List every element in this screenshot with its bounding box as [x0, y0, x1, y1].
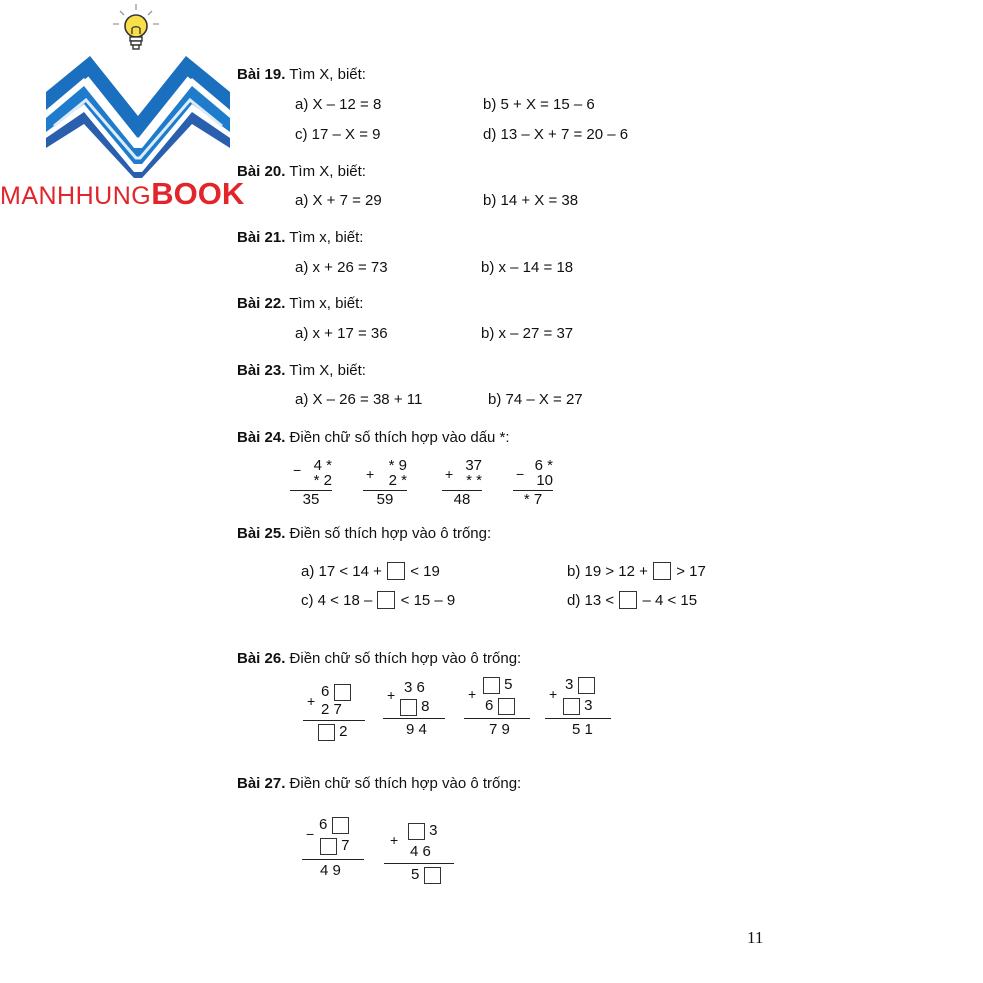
- answer-box[interactable]: [400, 699, 417, 716]
- problem-23a: a) X – 26 = 38 + 11: [295, 391, 423, 408]
- problem-25d: d) 13 < – 4 < 15: [567, 592, 698, 609]
- operand-top: 4 *: [313, 457, 332, 474]
- digit: 3: [584, 697, 593, 714]
- problem-19b: b) 5 + X = 15 – 6: [483, 96, 595, 113]
- page-number: 11: [747, 928, 764, 947]
- problem-21-heading: Bài 21. Tìm x, biết:: [237, 229, 364, 246]
- operand-bottom: 4 6: [410, 843, 431, 860]
- problem-24-heading: Bài 24. Điền chữ số thích hợp vào dấu *:: [237, 429, 510, 446]
- problem-19d: d) 13 – X + 7 = 20 – 6: [483, 126, 629, 143]
- problem-20-heading: Bài 20. Tìm X, biết:: [237, 163, 366, 180]
- problem-22a: a) x + 17 = 36: [295, 325, 388, 342]
- operator: −: [306, 826, 315, 842]
- result: 35: [302, 491, 320, 508]
- problem-25b: b) 19 > 12 + > 17: [567, 563, 706, 580]
- answer-box[interactable]: [387, 562, 405, 580]
- result: 5 1: [572, 721, 593, 738]
- digit: 5: [411, 866, 420, 883]
- operator: +: [390, 832, 399, 848]
- operator: +: [549, 686, 558, 702]
- operand-bottom: 2 *: [388, 472, 407, 489]
- answer-box[interactable]: [318, 724, 335, 741]
- answer-box[interactable]: [578, 677, 595, 694]
- operator: +: [387, 687, 396, 703]
- operand-bottom: * 2: [313, 472, 332, 489]
- problem-20a: a) X + 7 = 29: [295, 192, 382, 209]
- operand-bottom: 10: [536, 472, 553, 489]
- operator: −: [293, 462, 302, 478]
- problem-21a: a) x + 26 = 73: [295, 259, 388, 276]
- operand-top: 37: [465, 457, 482, 474]
- result: 48: [453, 491, 471, 508]
- problem-20b: b) 14 + X = 38: [483, 192, 579, 209]
- problem-25c: c) 4 < 18 – < 15 – 9: [301, 592, 456, 609]
- digit: 6: [321, 683, 330, 700]
- problem-19c: c) 17 – X = 9: [295, 126, 381, 143]
- result: 59: [376, 491, 394, 508]
- digit: 3: [429, 822, 438, 839]
- problem-19a: a) X – 12 = 8: [295, 96, 382, 113]
- result: 4 9: [320, 862, 341, 879]
- operand-top: 6 *: [534, 457, 553, 474]
- result: 7 9: [489, 721, 510, 738]
- problem-25-heading: Bài 25. Điền số thích hợp vào ô trống:: [237, 525, 492, 542]
- digit: 7: [341, 837, 350, 854]
- answer-box[interactable]: [563, 698, 580, 715]
- digit: 5: [504, 676, 513, 693]
- digit: 8: [421, 698, 430, 715]
- result: 9 4: [406, 721, 427, 738]
- answer-box[interactable]: [653, 562, 671, 580]
- answer-box[interactable]: [619, 591, 637, 609]
- answer-box[interactable]: [320, 838, 337, 855]
- answer-box[interactable]: [334, 684, 351, 701]
- operand-bottom: * *: [466, 472, 482, 489]
- answer-box[interactable]: [332, 817, 349, 834]
- digit: 2: [339, 723, 348, 740]
- operator: +: [468, 686, 477, 702]
- operator: −: [516, 466, 525, 482]
- problem-22b: b) x – 27 = 37: [481, 325, 574, 342]
- publisher-logo: [0, 0, 290, 215]
- answer-box[interactable]: [377, 591, 395, 609]
- problem-26-heading: Bài 26. Điền chữ số thích hợp vào ô trống:: [237, 650, 522, 667]
- open-book-logo-icon: [42, 48, 234, 178]
- digit: 6: [485, 697, 494, 714]
- operand-bottom: 2 7: [321, 701, 342, 718]
- problem-23-heading: Bài 23. Tìm X, biết:: [237, 362, 366, 379]
- digit: 3: [565, 676, 574, 693]
- operator: +: [307, 693, 316, 709]
- operand-top: 3 6: [404, 679, 425, 696]
- problem-25a: a) 17 < 14 + < 19: [301, 563, 440, 580]
- digit: 6: [319, 816, 328, 833]
- problem-27-heading: Bài 27. Điền chữ số thích hợp vào ô trống:: [237, 775, 522, 792]
- problem-22-heading: Bài 22. Tìm x, biết:: [237, 295, 364, 312]
- result: * 7: [523, 491, 543, 508]
- answer-box[interactable]: [408, 823, 425, 840]
- operator: +: [445, 466, 454, 482]
- answer-box[interactable]: [424, 867, 441, 884]
- problem-19-heading: Bài 19. Tìm X, biết:: [237, 66, 366, 83]
- operand-top: * 9: [388, 457, 407, 474]
- brand-name: MANHHUNGBOOK: [0, 176, 245, 211]
- operator: +: [366, 466, 375, 482]
- problem-23b: b) 74 – X = 27: [488, 391, 583, 408]
- answer-box[interactable]: [498, 698, 515, 715]
- problem-21b: b) x – 14 = 18: [481, 259, 574, 276]
- answer-box[interactable]: [483, 677, 500, 694]
